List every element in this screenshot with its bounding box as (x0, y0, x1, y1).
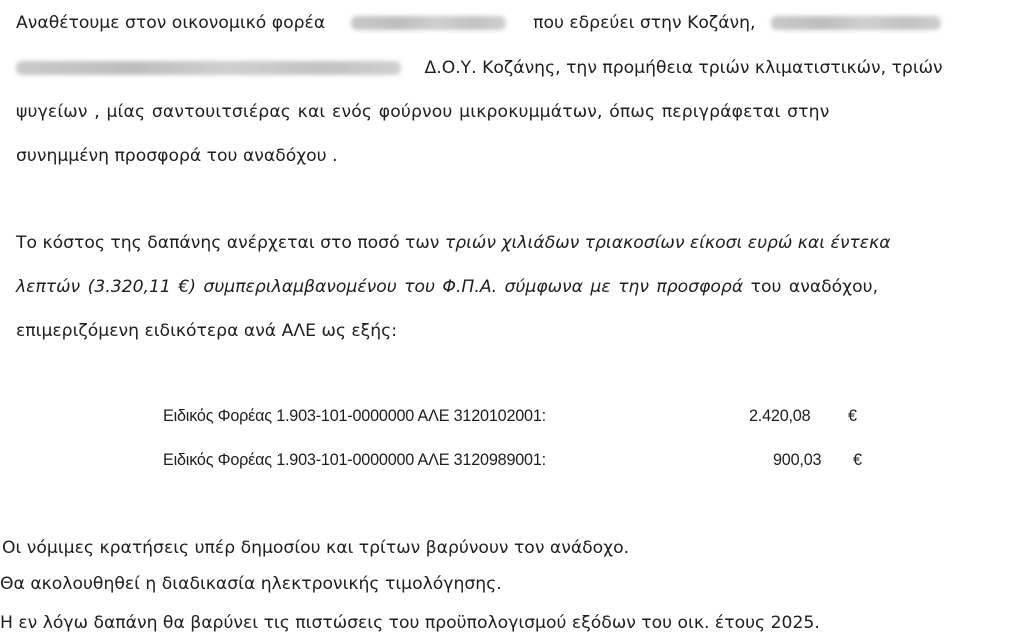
paragraph-1-line-3: ψυγείων , μίας σαντουιτσιέρας και ενός φούρνου μικροκυμμάτων, όπως περιγράφεται στην (16, 102, 830, 122)
redacted-address (771, 16, 941, 30)
allocation-label: Ειδικός Φορέας 1.903-101-0000000 ΑΛΕ 3120102001: (163, 407, 546, 425)
allocation-amount: 900,03 (773, 451, 822, 469)
redacted-tax-id (16, 61, 401, 75)
text: Δ.Ο.Υ. Κοζάνης, την προμήθεια τριών κλιματιστικών, τριών (424, 58, 943, 78)
paragraph-2-line-2 (16, 276, 1010, 298)
allocation-label: Ειδικός Φορέας 1.903-101-0000000 ΑΛΕ 3120989001: (163, 451, 546, 469)
closing-line-2: Θα ακολουθηθεί η διαδικασία ηλεκτρονικής τιμολόγησης. (0, 574, 502, 594)
text: που εδρεύει στην Κοζάνη, (533, 13, 756, 33)
paragraph-1-line-4: συνημμένη προσφορά του αναδόχου . (16, 146, 338, 166)
closing-line-3: Η εν λόγω δαπάνη θα βαρύνει τις πιστώσεις του προϋπολογισμού εξόδων του οικ. έτους 2025. (0, 613, 820, 633)
amount-in-words: τριών χιλιάδων τριακοσίων είκοσι ευρώ και έντεκα (444, 233, 891, 253)
allocation-row (163, 450, 883, 470)
allocation-amount: 2.420,08 (749, 407, 811, 425)
text: Αναθέτουμε στον οικονομικό φορέα (16, 13, 326, 33)
closing-line-1: Οι νόμιμες κρατήσεις υπέρ δημοσίου και τρίτων βαρύνουν τον ανάδοχο. (2, 538, 630, 558)
paragraph-1-line-1 (16, 12, 1010, 34)
text: Το κόστος της δαπάνης ανέρχεται στο ποσό των (16, 233, 445, 253)
text: του αναδόχου, (743, 277, 879, 297)
paragraph-2-line-3: επιμεριζόμενη ειδικότερα ανά ΑΛΕ ως εξής: (16, 321, 398, 341)
paragraph-2-line-1 (16, 232, 1010, 254)
allocation-row (163, 406, 883, 426)
redacted-company-name (351, 16, 506, 30)
euro-symbol: € (853, 451, 862, 469)
paragraph-1-line-2 (16, 57, 1010, 79)
amount-in-numbers: λεπτών (3.320,11 €) συμπεριλαμβανομένου του Φ.Π.Α. σύμφωνα με την προσφορά (16, 277, 744, 297)
euro-symbol: € (848, 407, 857, 425)
